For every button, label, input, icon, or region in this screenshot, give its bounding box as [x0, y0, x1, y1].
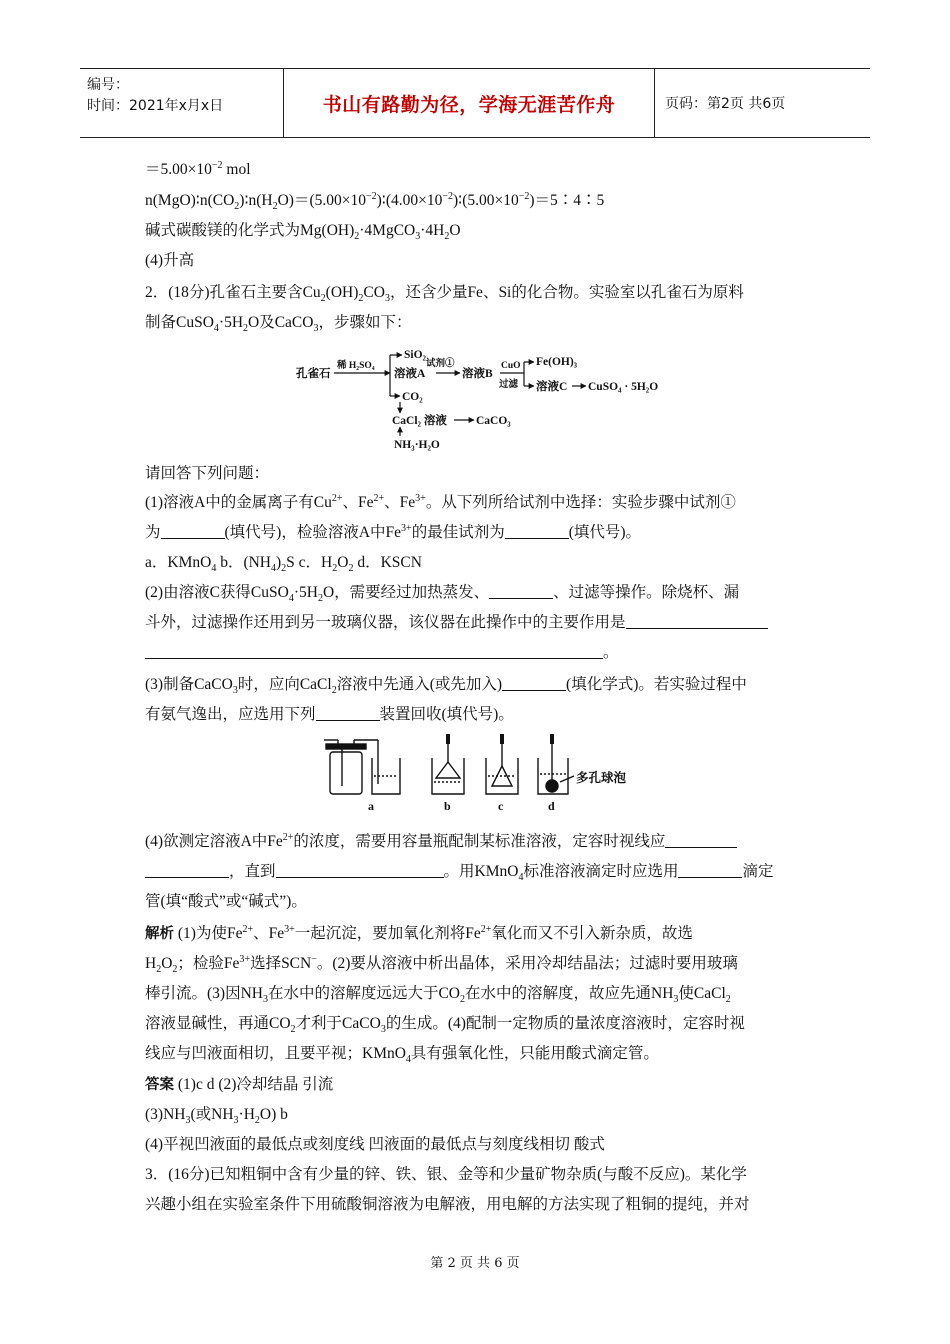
gas-absorption-apparatus	[322, 734, 642, 814]
answer-line2: $(3)NH_3$(或$NH_3\cdot H_2O$) b	[145, 1106, 288, 1127]
flow-feoh3: Fe(OH)₃	[536, 356, 578, 368]
answer-line-mol: $=5.00\times 10^{-2}$ mol	[145, 159, 251, 178]
solution-label: 解析	[145, 926, 174, 942]
q2-intro-line1: 2．(18分)孔雀石主要含$Cu_2(OH)_2CO_3$，还含少量Fe、Si的化合物。实验室以孔雀石为原料	[145, 284, 744, 305]
solution-line2: $H_2O_2$；检验$Fe^{3+}$选择SCN−。(2)要从溶液中析出晶体，采用冷却结晶法；过滤时要用玻璃	[145, 953, 738, 976]
apparatus-label-b: b	[444, 799, 451, 813]
flow-acid: 稀 H₂SO₄	[337, 361, 375, 371]
answer-line-formula: 碱式碳酸镁的化学式为$Mg(OH)_2\cdot 4MgCO_3\cdot 4H_2O$	[145, 222, 461, 243]
header-info-cell	[80, 69, 284, 137]
answer-blank[interactable]	[161, 524, 225, 539]
q2-options: a．KMnO$_4$ b．$(NH_4)_2S$ c．$H_2O_2$ d．KSCN	[145, 554, 422, 575]
q2-part2-line2: 斗外，过滤操作还用到另一玻璃仪器，该仪器在此操作中的主要作用是	[145, 613, 768, 633]
flow-co2: CO₂	[402, 391, 423, 403]
apparatus-label-a: a	[368, 799, 374, 813]
answer-label: 答案	[145, 1077, 174, 1093]
q2-intro-line2: 制备$CuSO_4\cdot 5H_2O$及CaCO$_3$，步骤如下：	[145, 314, 412, 335]
flow-reagent: 试剂①	[426, 359, 455, 369]
answer-line3: (4)平视凹液面的最低点或刻度线 凹液面的最低点与刻度线相切 酸式	[145, 1136, 605, 1153]
flow-sio2: SiO₂	[404, 349, 426, 361]
flow-nh3: NH₃·H₂O	[394, 439, 440, 451]
page-footer: 第 2 页 共 6 页	[430, 1256, 520, 1271]
q2-part4-line2: ，直到 。用KMnO$_4$标准溶液滴定时应选用 滴定	[145, 862, 773, 882]
solution-line1: 解析 (1)为使$Fe^{2+}$、$Fe^{3+}$一起沉淀，要加氧化剂将$Fe^{2+}$氧化而又不引入新杂质，故选	[145, 923, 693, 942]
solution-line3: 棒引流。(3)因$NH_3$在水中的溶解度远远大于$CO_2$在水中的溶解度，故应先通$NH_3$使CaCl$_2$	[145, 985, 731, 1006]
answer-blank[interactable]	[505, 524, 569, 539]
flow-filter: 过滤	[499, 380, 519, 390]
q2-prompt: 请回答下列问题：	[145, 465, 270, 482]
doc-number-label: 编号：	[87, 77, 129, 93]
answer-line-part4: (4)升高	[145, 252, 195, 269]
answer-blank[interactable]	[276, 863, 444, 878]
doc-date-label: 时间：2021年x月x日	[87, 98, 224, 114]
flow-solution-a: 溶液A	[394, 368, 426, 380]
answer-blank[interactable]	[145, 863, 229, 878]
page-header	[80, 68, 870, 138]
header-motto: 书山有路勤为径，学海无涯苦作舟	[284, 69, 655, 137]
process-flow-diagram	[290, 340, 670, 455]
flow-caco3: CaCO₃	[476, 415, 511, 427]
flow-cacl2: CaCl₂ 溶液	[392, 415, 447, 427]
answer-blank[interactable]	[489, 584, 553, 599]
q2-part1-line1: (1)溶液A中的金属离子有$Cu^{2+}$、$Fe^{2+}$、$Fe^{3+}$。从下列所给试剂中选择：实验步骤中试剂①	[145, 492, 736, 511]
answer-blank[interactable]	[665, 833, 737, 848]
q2-part2-line1: (2)由溶液C获得$CuSO_4\cdot 5H_2O$，需要经过加热蒸发、 、过滤等操作。除烧杯、漏	[145, 584, 740, 605]
q3-line1: 3．(16分)已知粗铜中含有少量的锌、铁、银、金等和少量矿物杂质(与酸不反应)。某化学	[145, 1166, 747, 1183]
apparatus-label-c: c	[498, 799, 504, 813]
flow-solution-b: 溶液B	[462, 368, 493, 380]
flow-product: CuSO₄ · 5H₂O	[588, 381, 659, 393]
flow-cuo: CuO	[501, 361, 521, 371]
answer-line1: 答案 (1)c d (2)冷却结晶 引流	[145, 1076, 334, 1093]
flow-solution-c: 溶液C	[536, 381, 568, 393]
q2-part4-line3: 管(填“酸式”或“碱式”)。	[145, 893, 307, 910]
answer-blank[interactable]	[502, 676, 566, 691]
q2-part1-line2: 为 (填代号)，检验溶液A中$Fe^{3+}$的最佳试剂为 (填代号)。	[145, 522, 642, 541]
q2-part4-line1: (4)欲测定溶液A中$Fe^{2+}$的浓度，需要用容量瓶配制某标准溶液，定容时视线应	[145, 832, 737, 852]
answer-line-ratio: $n(MgO)∶n(CO_2)∶n(H_2O)=(5.00\times 10^{-2})∶(4.00\times 10^{-2})∶(5.00\times 10^{-2})=5∶4∶5$	[145, 190, 605, 213]
answer-blank[interactable]	[626, 614, 768, 629]
answer-blank[interactable]	[678, 863, 742, 878]
answer-blank[interactable]	[145, 644, 603, 659]
bubble-label: 多孔球泡	[576, 771, 627, 785]
answer-blank[interactable]	[316, 706, 380, 721]
solution-line5: 线应与凹液面相切，且要平视；KMnO$_4$具有强氧化性，只能用酸式滴定管。	[145, 1045, 659, 1066]
q2-part2-line3: 。	[145, 643, 619, 663]
apparatus-label-d: d	[548, 799, 555, 813]
header-page-label: 页码：第2页 共6页	[665, 96, 786, 112]
flow-start: 孔雀石	[296, 368, 331, 380]
q2-part3-line1: (3)制备CaCO$_3$时，应向CaCl$_2$溶液中先通入(或先加入) (填化学式)。若实验过程中	[145, 676, 747, 697]
q3-line2: 兴趣小组在实验室条件下用硫酸铜溶液为电解液，用电解的方法实现了粗铜的提纯，并对	[145, 1196, 750, 1213]
solution-line4: 溶液显碱性，再通$CO_2$才利于CaCO$_3$的生成。(4)配制一定物质的量浓度溶液时，定容时视	[145, 1015, 745, 1036]
q2-part3-line2: 有氨气逸出，应选用下列 装置回收(填代号)。	[145, 706, 514, 723]
